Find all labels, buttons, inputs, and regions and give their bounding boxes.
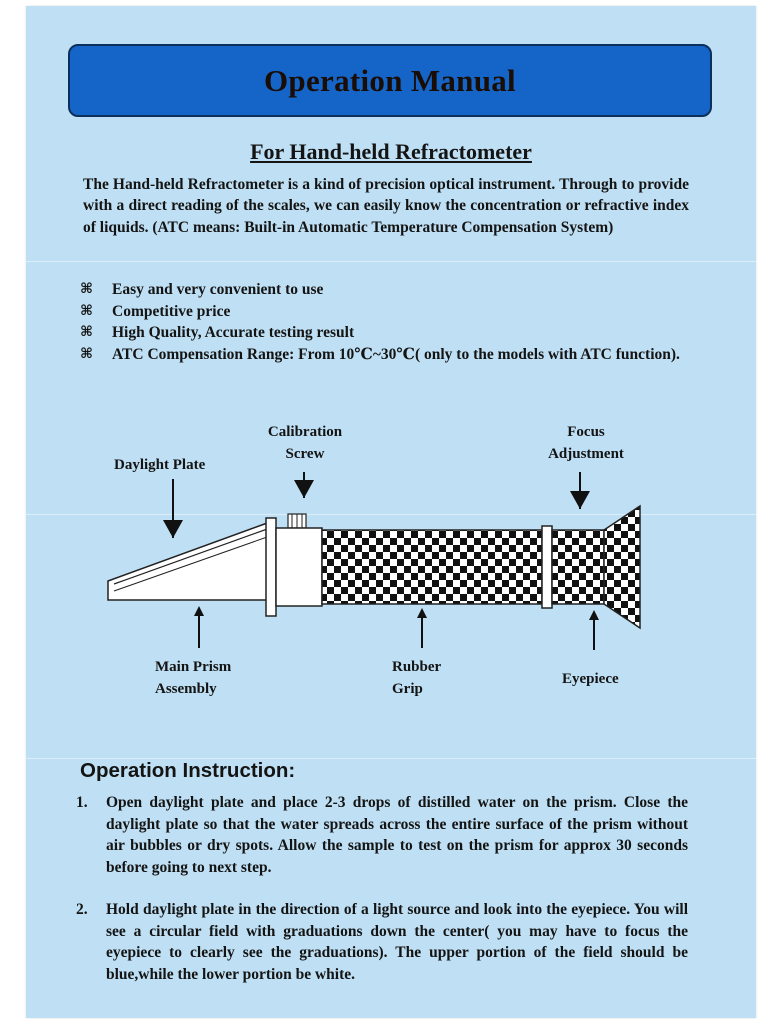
label-line: Assembly [155, 681, 217, 697]
body-tube [276, 528, 322, 606]
place-of-interest-sign-icon: ⌘ [80, 302, 93, 319]
place-of-interest-sign-icon: ⌘ [80, 281, 93, 297]
label-line: Calibration [267, 424, 343, 440]
feature-text: Easy and very convenient to use [112, 281, 324, 298]
arrow-head [194, 606, 204, 616]
eyepiece-barrel [552, 530, 604, 604]
label-line: Adjustment [548, 446, 624, 462]
step-text: Open daylight plate and place 2-3 drops of distilled water on the prism. Close the daylight plate so that the water spreads across the entire surface of the prism without air bubbles or dry spots. Allow the sample to test on the prism for approx 30 seconds before going to next step. [106, 794, 688, 876]
main-prism-assembly [108, 522, 270, 600]
manual-page [26, 6, 756, 1018]
prism-body [108, 522, 270, 600]
feature-text: ATC Compensation Range: From 10℃~30℃( only to the models with ATC function). [112, 345, 680, 363]
feature-text: Competitive price [112, 302, 231, 320]
intro-paragraph: The Hand-held Refractometer is a kind of precision optical instrument. Through to provide with a direct reading of the scales, we can easily know the concentration or refractive index of liquids. (ATC means: Built-in Automatic Temperature Compensation System) [83, 176, 689, 236]
label-line: Rubber [392, 659, 442, 675]
subtitle: For Hand-held Refractometer [250, 139, 532, 164]
eyepiece [552, 506, 640, 628]
page-title: Operation Manual [264, 62, 516, 98]
place-of-interest-sign-icon: ⌘ [80, 345, 93, 362]
calibration-screw [288, 514, 306, 528]
label-line: Screw [285, 446, 325, 462]
arrow-head [589, 610, 599, 620]
label-line: Focus [567, 424, 605, 440]
instruction-list [76, 792, 688, 1006]
label-line: Main Prism [155, 659, 232, 675]
eyepiece-label: Eyepiece [562, 671, 619, 687]
eyepiece-cup [604, 506, 640, 628]
section-title: Operation Instruction: [80, 759, 296, 782]
collar-ring [266, 518, 276, 616]
instruction-step [76, 899, 688, 985]
step-number: 2. [76, 901, 88, 918]
label-line: Grip [392, 681, 423, 697]
refractometer-diagram [26, 6, 756, 766]
feature-text: High Quality, Accurate testing result [112, 324, 355, 341]
rubber-grip [322, 530, 542, 604]
instruction-step [76, 792, 688, 878]
step-number: 1. [76, 794, 88, 811]
focus-ring [542, 526, 552, 608]
step-text: Hold daylight plate in the direction of a light source and look into the eyepiece. You will see a circular field with graduations down the center( you may have to focus the eyepiece to clearly see the graduations). The upper portion of the field should be blue,while the lower portion be white. [106, 901, 688, 983]
daylight-plate-label: Daylight Plate [114, 457, 206, 473]
arrow-head [417, 608, 427, 618]
place-of-interest-sign-icon: ⌘ [80, 324, 93, 340]
